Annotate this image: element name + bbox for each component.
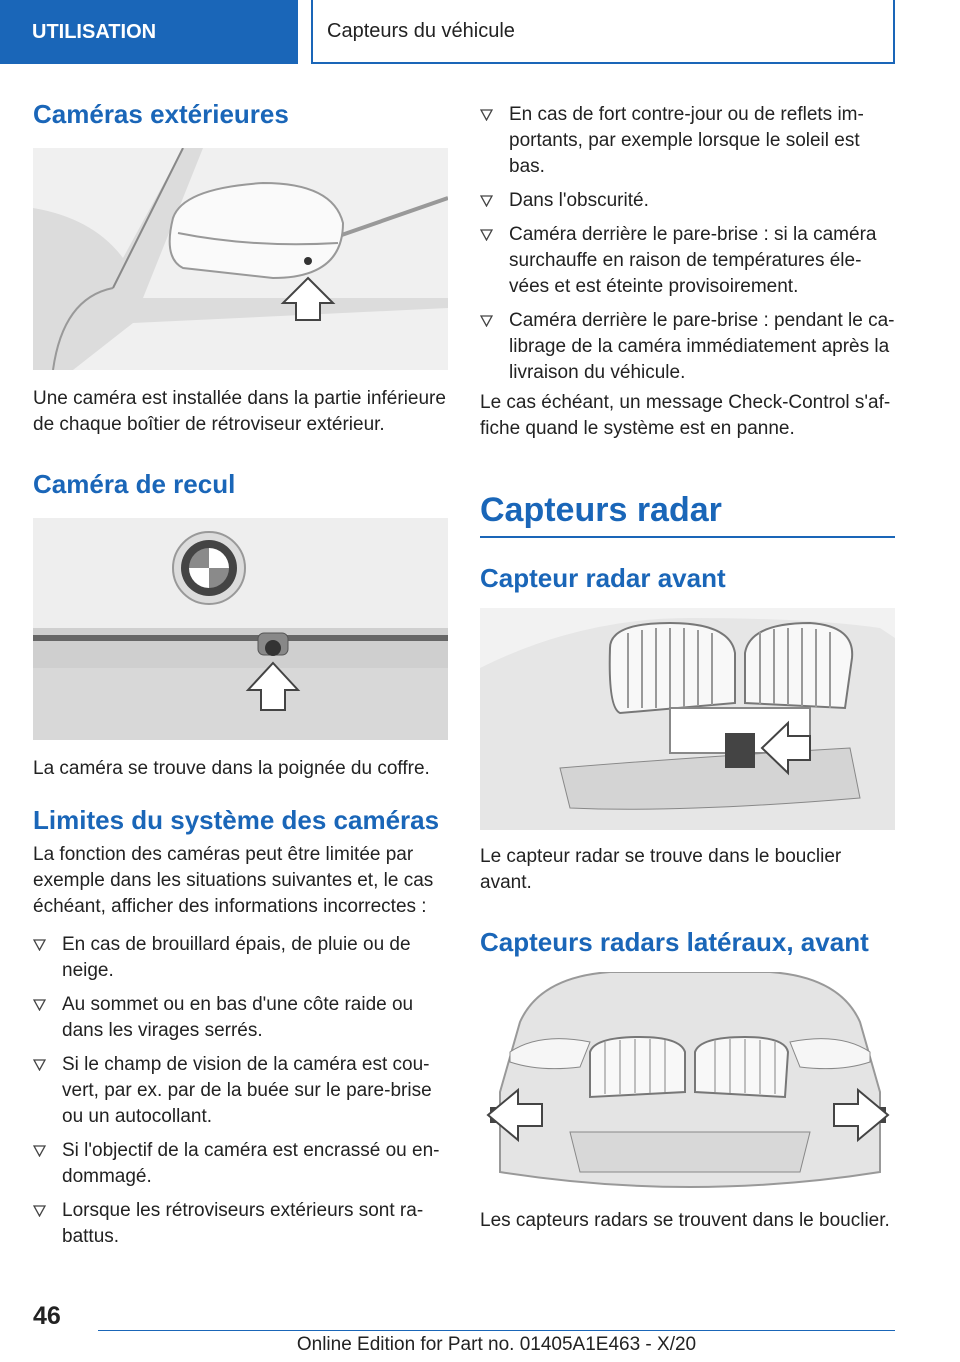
triangle-bullet-icon bbox=[33, 999, 46, 1011]
paragraph-check-control: Le cas échéant, un message Check-Control s'af-fiche quand le système est en panne. bbox=[480, 392, 891, 439]
right-column bbox=[480, 102, 895, 1234]
paragraph-exterior-cameras: Une caméra est installée dans la partie inférieure de chaque boîtier de rétroviseur extérieur. bbox=[33, 388, 446, 435]
list-item-text: En cas de brouillard épais, de pluie ou de neige. bbox=[62, 934, 411, 981]
list-item-text: Caméra derrière le pare-brise : si la caméra surchauffe en raison de températures éle-vées et est éteinte provisoirement. bbox=[509, 224, 877, 297]
list-item bbox=[33, 1138, 448, 1190]
list-camera-limits-continued bbox=[480, 102, 895, 386]
triangle-bullet-icon bbox=[33, 939, 46, 951]
footer-edition: Online Edition for Part no. 01405A1E463 - X/20 bbox=[296, 1334, 697, 1355]
page-number: 46 bbox=[33, 1302, 61, 1330]
heading-camera-limits: Limites du système des caméras bbox=[33, 805, 440, 835]
heading-exterior-cameras: Caméras extérieures bbox=[33, 99, 289, 129]
mirror-camera-illustration bbox=[33, 148, 448, 370]
paragraph-camera-limits: La fonction des caméras peut être limitée par exemple dans les situations suivantes et, le cas échéant, afficher des informations incorrectes : bbox=[33, 844, 434, 917]
list-item-text: Caméra derrière le pare-brise : pendant le ca-librage de la caméra immédiatement après la livraison du véhicule. bbox=[509, 310, 895, 383]
list-item bbox=[33, 1052, 448, 1130]
list-item-text: Dans l'obscurité. bbox=[509, 190, 649, 211]
page-header-title: Capteurs du véhicule bbox=[311, 0, 895, 64]
list-item-text: Au sommet ou en bas d'une côte raide ou dans les virages serrés. bbox=[62, 994, 414, 1041]
rear-camera-illustration bbox=[33, 518, 448, 740]
heading-radar-sensors: Capteurs radar bbox=[480, 486, 895, 538]
triangle-bullet-icon bbox=[33, 1145, 46, 1157]
paragraph-lateral-radars: Les capteurs radars se trouvent dans le bouclier. bbox=[480, 1210, 890, 1231]
list-item bbox=[33, 1198, 448, 1250]
list-item-text: En cas de fort contre-jour ou de reflets im-portants, par exemple lorsque le soleil est bas. bbox=[509, 104, 864, 177]
heading-lateral-radars: Capteurs radars latéraux, avant bbox=[480, 927, 869, 957]
list-item bbox=[33, 992, 448, 1044]
footer-divider bbox=[98, 1330, 895, 1331]
triangle-bullet-icon bbox=[33, 1059, 46, 1071]
list-item-text: Lorsque les rétroviseurs extérieurs sont ra-battus. bbox=[62, 1200, 424, 1247]
triangle-bullet-icon bbox=[33, 1205, 46, 1217]
list-item bbox=[480, 102, 895, 180]
front-radar-illustration bbox=[480, 608, 895, 830]
list-item bbox=[33, 932, 448, 984]
heading-rear-camera: Caméra de recul bbox=[33, 469, 236, 499]
list-item-text: Si l'objectif de la caméra est encrassé ou en-dommagé. bbox=[62, 1140, 440, 1187]
list-item bbox=[480, 222, 895, 300]
section-tab: UTILISATION bbox=[0, 0, 298, 64]
paragraph-front-radar: Le capteur radar se trouve dans le bouclier avant. bbox=[480, 846, 842, 893]
list-item bbox=[480, 188, 895, 214]
left-column bbox=[33, 98, 448, 1258]
list-item-text: Si le champ de vision de la caméra est cou-vert, par ex. par de la buée sur le pare-brise ou un autocollant. bbox=[62, 1054, 432, 1127]
lateral-radar-illustration bbox=[480, 972, 895, 1194]
list-camera-limits bbox=[33, 932, 448, 1250]
paragraph-rear-camera: La caméra se trouve dans la poignée du coffre. bbox=[33, 758, 430, 779]
triangle-bullet-icon bbox=[480, 315, 493, 327]
triangle-bullet-icon bbox=[480, 109, 493, 121]
triangle-bullet-icon bbox=[480, 229, 493, 241]
list-item bbox=[480, 308, 895, 386]
triangle-bullet-icon bbox=[480, 195, 493, 207]
heading-front-radar: Capteur radar avant bbox=[480, 563, 726, 593]
